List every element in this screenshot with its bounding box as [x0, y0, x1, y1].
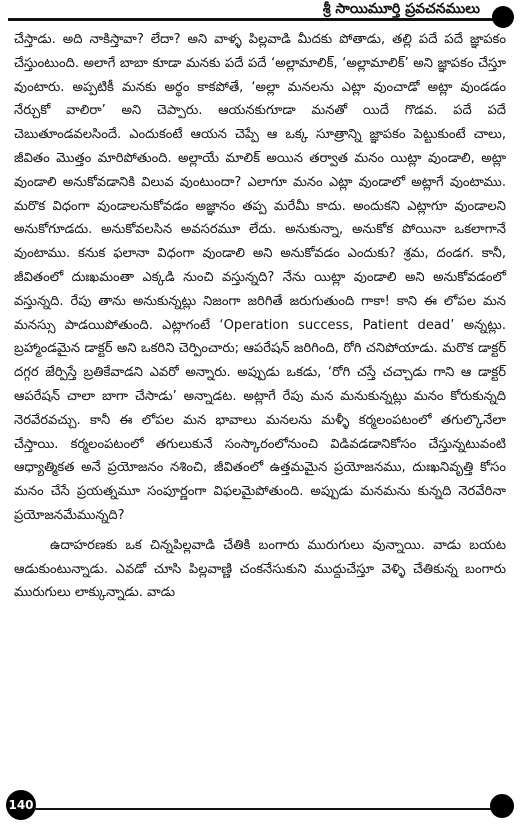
footer-rule [30, 808, 494, 810]
page-footer [0, 786, 520, 826]
page-body [14, 28, 506, 605]
header-bullet-icon [492, 6, 514, 28]
paragraph-2: ఉదాహరణకు ఒక చిన్నపిల్లవాడి చేతికి బంగారు మురుగులు వున్నాయి. వాడు బయట ఆడుకుంటున్నాడు. ఎవడో చూసి పిల్లవాణ్ణి చంకనేసుకుని ముద్దుచేస్తూ వెళ్ళి చేతికున్న బంగారు మురుగులు లాక్కున్నాడు. వాడు [14, 537, 506, 601]
running-header [0, 0, 520, 24]
paragraph-1: చేస్తాడు. అది నాకిస్తావా? లేదా? అని వాళ్ళ పిల్లవాడి మీదకు పోతాడు, తల్లి పదే పదే జ్ఞాపకం చేస్తుంటుంది. అలాగే బాబా కూడా మనకు పదే పదే ‘అల్లామాలిక్, ‘అల్లామాలిక్’ అని జ్ఞాపకం చేస్తూ వుంటారు. అప్పటికీ మనకు అర్థం కాకపోతే, ‘అల్లా మనలను ఎట్లా వుంచాడో అట్లా వుండడం నేర్చుకో వాలిరా’ అని చెప్పారు. ఆయనకుగూడా మనతో యిదే గొడవ. పదే పదే చెబుతూండవలసిందే. ఎందుకంటే ఆయన చెప్పే ఆ ఒక్క సూత్రాన్ని జ్ఞాపకం పెట్టుకుంటే చాలు, జీవితం మొత్తం మారిపోతుంది. అల్లాయే మాలిక్ అయిన తర్వాత మనం యిట్లా వుండాలి, అట్లా వుండాలి అనుకోవడానికి విలువ వుంటుందా? ఎలాగూ మనం ఎట్లా వుండాలో అట్లాగే వుంటాము. మరొక విధంగా వుండాలనుకోవడం అజ్ఞానం తప్ప మరేమీ కాదు. అందుకని ఎట్లాగూ వుండాలని అనుకోగూడదు. అనుకోవలసిన అవసరమూ లేదు. అనుకున్నా, అనుకోక పోయినా ఒకలాగానే వుంటాము. కనుక ఫలానా విధంగా వుండాలి అని అనుకోవడం ఎందుకు? శ్రమ, దండగ. కానీ, జీవితంలో దుఃఖమంతా ఎక్కడి నుంచి వస్తున్నది? నేను యిట్లా వుండాలి అని అనుకోవడంలో వస్తున్నది. రేపు తాను అనుకున్నట్లు నిజంగా జరిగితే జరుగుతుంది గాకా! కాని ఈ లోపల మన మనస్సు పాడయిపోతుంది. ఎట్లాగంటే ‘Operation success, Patient dead’ అన్నట్లు. బ్రహ్మాండమైన డాక్టర్ అని ఒకరిని చెర్పించారు; ఆపరేషన్ జరిగింది, రోగి చనిపోయాడు. మరొక డాక్టర్ దగ్గర జేర్పిస్తే బ్రతికేవాడని ఎవరో అన్నారు. అప్పుడు ఒకడు, ‘రోగి చస్తే చచ్చాడు గాని ఆ డాక్టర్ ఆపరేషన్ చాలా బాగా చేసాడు’ అన్నాడట. అట్లాగే రేపు మన మనుకున్నట్లు మనం కోరుకున్నది నెరవేరవచ్చు. కానీ ఈ లోపల మన భావాలు మనలను మళ్ళీ కర్మలంపటంలో తగుల్కొనేలా చేస్తాయి. కర్మలంపటంలో తగులుకునే సంస్కారంలోనుంచి విడివడడానికోసం చేస్తున్నటువంటి ఆధ్యాత్మికత అనే ప్రయోజనం నశించి, జీవితంలో ఉత్తమమైన ప్రయోజనము, దుఃఖనివృత్తి కోసం మనం చేసే ప్రయత్నమూ సంపూర్ణంగా విఫలమైపోతుంది. అప్పుడు మనమను కున్నది నెరవేరినా ప్రయోజనమేమున్నది? [14, 32, 506, 523]
header-rule [8, 18, 500, 21]
page-number: 140 [8, 798, 34, 812]
book-title: శ్రీ సాయిమూర్తి ప్రవచనములు [317, 0, 486, 18]
footer-bullet-icon [490, 794, 514, 818]
